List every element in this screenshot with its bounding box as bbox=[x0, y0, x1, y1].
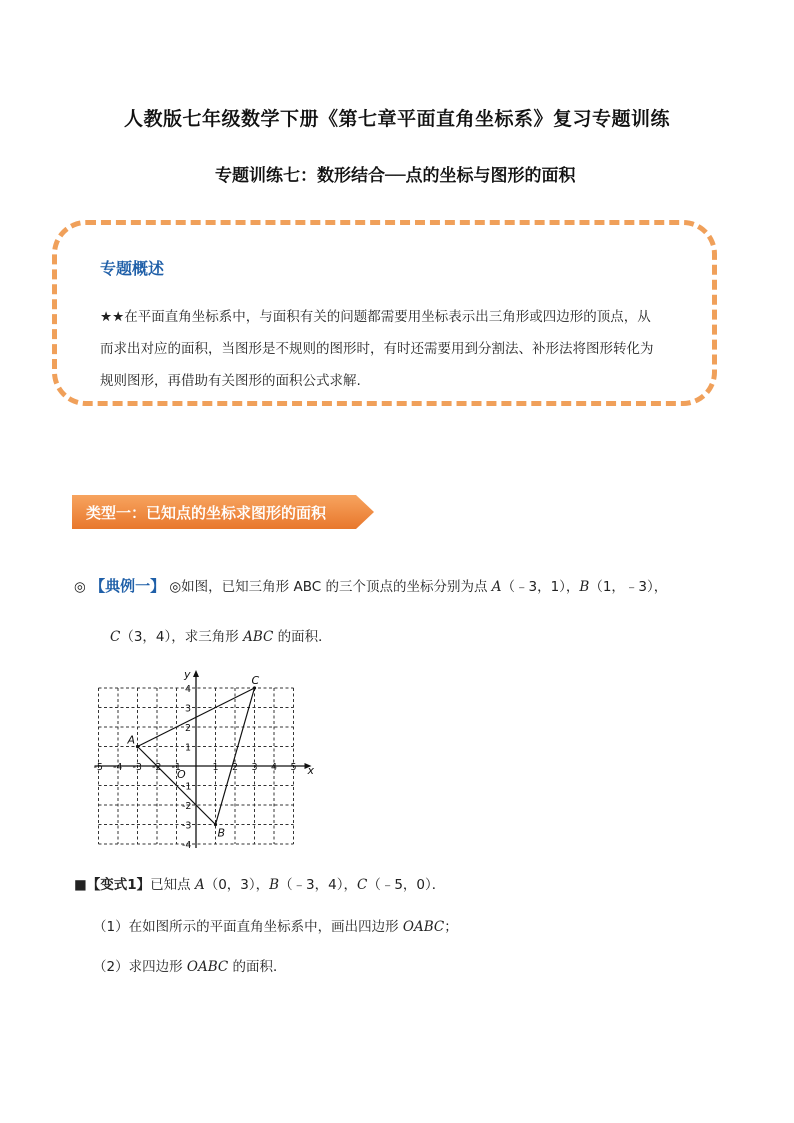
vertex-label: C bbox=[251, 674, 260, 687]
overview-line-1: ★★在平面直角坐标系中，与面积有关的问题都需要用坐标表示出三角形或四边形的顶点，从 bbox=[100, 309, 651, 325]
example-question-line-1 bbox=[74, 575, 667, 596]
point-c-label: C bbox=[110, 629, 121, 645]
x-tick-label: 2 bbox=[232, 762, 239, 773]
vertex-label: B bbox=[217, 826, 226, 840]
variant-question-2 bbox=[93, 955, 287, 975]
example-bullet: ◎ bbox=[74, 579, 86, 595]
axes bbox=[95, 668, 315, 848]
x-tick-label: -2 bbox=[152, 762, 162, 773]
document-title: 人教版七年级数学下册《第七章平面直角坐标系》复习专题训练 bbox=[123, 108, 670, 130]
x-axis-label: x bbox=[307, 764, 315, 777]
x-tick-label: 1 bbox=[212, 762, 219, 773]
vertex-point bbox=[136, 745, 139, 748]
x-tick-label: 5 bbox=[290, 762, 297, 773]
point-a-coord: （﹣3，1）， bbox=[501, 579, 580, 595]
variant-point-a: A bbox=[194, 877, 205, 893]
variant-point-b-coord: （﹣3，4）， bbox=[279, 877, 357, 893]
variant-point-c: C bbox=[357, 877, 368, 893]
y-tick-label: 2 bbox=[185, 723, 192, 734]
type-banner-label: 类型一：已知点的坐标求图形的面积 bbox=[86, 504, 327, 522]
variant-q2-prefix: （2）求四边形 bbox=[93, 959, 187, 975]
variant-intro-prefix: 已知点 bbox=[150, 877, 195, 893]
variant-q2-shape: OABC bbox=[186, 959, 229, 975]
x-tick-label: -1 bbox=[171, 762, 181, 773]
variant-point-c-coord: （﹣5，0）． bbox=[367, 877, 446, 893]
coordinate-figure bbox=[88, 660, 318, 850]
vertex-label: A bbox=[127, 733, 136, 747]
y-tick-label: 1 bbox=[185, 742, 192, 754]
variant-question-1 bbox=[93, 915, 458, 935]
example-tag: 【典例一】 bbox=[90, 577, 166, 595]
y-axis-arrow bbox=[193, 670, 199, 677]
triangle-label: ABC bbox=[243, 629, 274, 645]
tick-labels bbox=[94, 684, 297, 850]
x-tick-label: -5 bbox=[93, 762, 103, 773]
y-axis-label: y bbox=[184, 668, 191, 681]
x-tick-label: -3 bbox=[132, 762, 142, 773]
variant-q1-prefix: （1）在如图所示的平面直角坐标系中，画出四边形 bbox=[93, 919, 403, 935]
overview-line-3: 规则图形，再借助有关图形的面积公式求解. bbox=[100, 373, 361, 389]
overview-line-2: 而求出对应的面积，当图形是不规则的图形时，有时还需要用到分割法、补形法将图形转化为 bbox=[100, 341, 654, 357]
point-c-coord: （3，4），求三角形 bbox=[120, 629, 244, 645]
example-question-line-2 bbox=[110, 625, 332, 645]
x-tick-label: 4 bbox=[271, 762, 278, 773]
x-tick-label: 3 bbox=[251, 762, 258, 773]
variant-intro bbox=[74, 873, 445, 893]
variant-marker: ■【变式1】 bbox=[74, 877, 151, 893]
origin-label: O bbox=[177, 768, 186, 781]
triangle-abc bbox=[127, 674, 260, 840]
y-tick-label: -4 bbox=[182, 840, 192, 850]
point-b-label: B bbox=[579, 579, 590, 595]
document-subtitle: 专题训练七：数形结合──点的坐标与图形的面积 bbox=[215, 166, 576, 186]
point-a-label: A bbox=[491, 579, 502, 595]
variant-q1-end: ； bbox=[444, 919, 458, 935]
variant-q2-end: 的面积． bbox=[228, 959, 287, 975]
overview-heading: 专题概述 bbox=[100, 259, 165, 278]
y-tick-label: -2 bbox=[182, 801, 192, 812]
variant-point-a-coord: （0，3）， bbox=[204, 877, 270, 893]
variant-q1-shape: OABC bbox=[402, 919, 445, 935]
y-tick-label: -1 bbox=[182, 781, 192, 793]
example-text-prefix: ◎如图，已知三角形 ABC 的三个顶点的坐标分别为点 bbox=[169, 579, 492, 595]
point-b-coord: （1，﹣3）， bbox=[589, 579, 668, 595]
x-tick-label: -4 bbox=[113, 762, 123, 773]
y-tick-label: 3 bbox=[185, 703, 192, 715]
y-tick-label: -3 bbox=[182, 820, 192, 832]
variant-point-b: B bbox=[269, 877, 280, 893]
y-tick-label: 4 bbox=[185, 684, 192, 695]
example-text-end: 的面积． bbox=[273, 629, 332, 645]
